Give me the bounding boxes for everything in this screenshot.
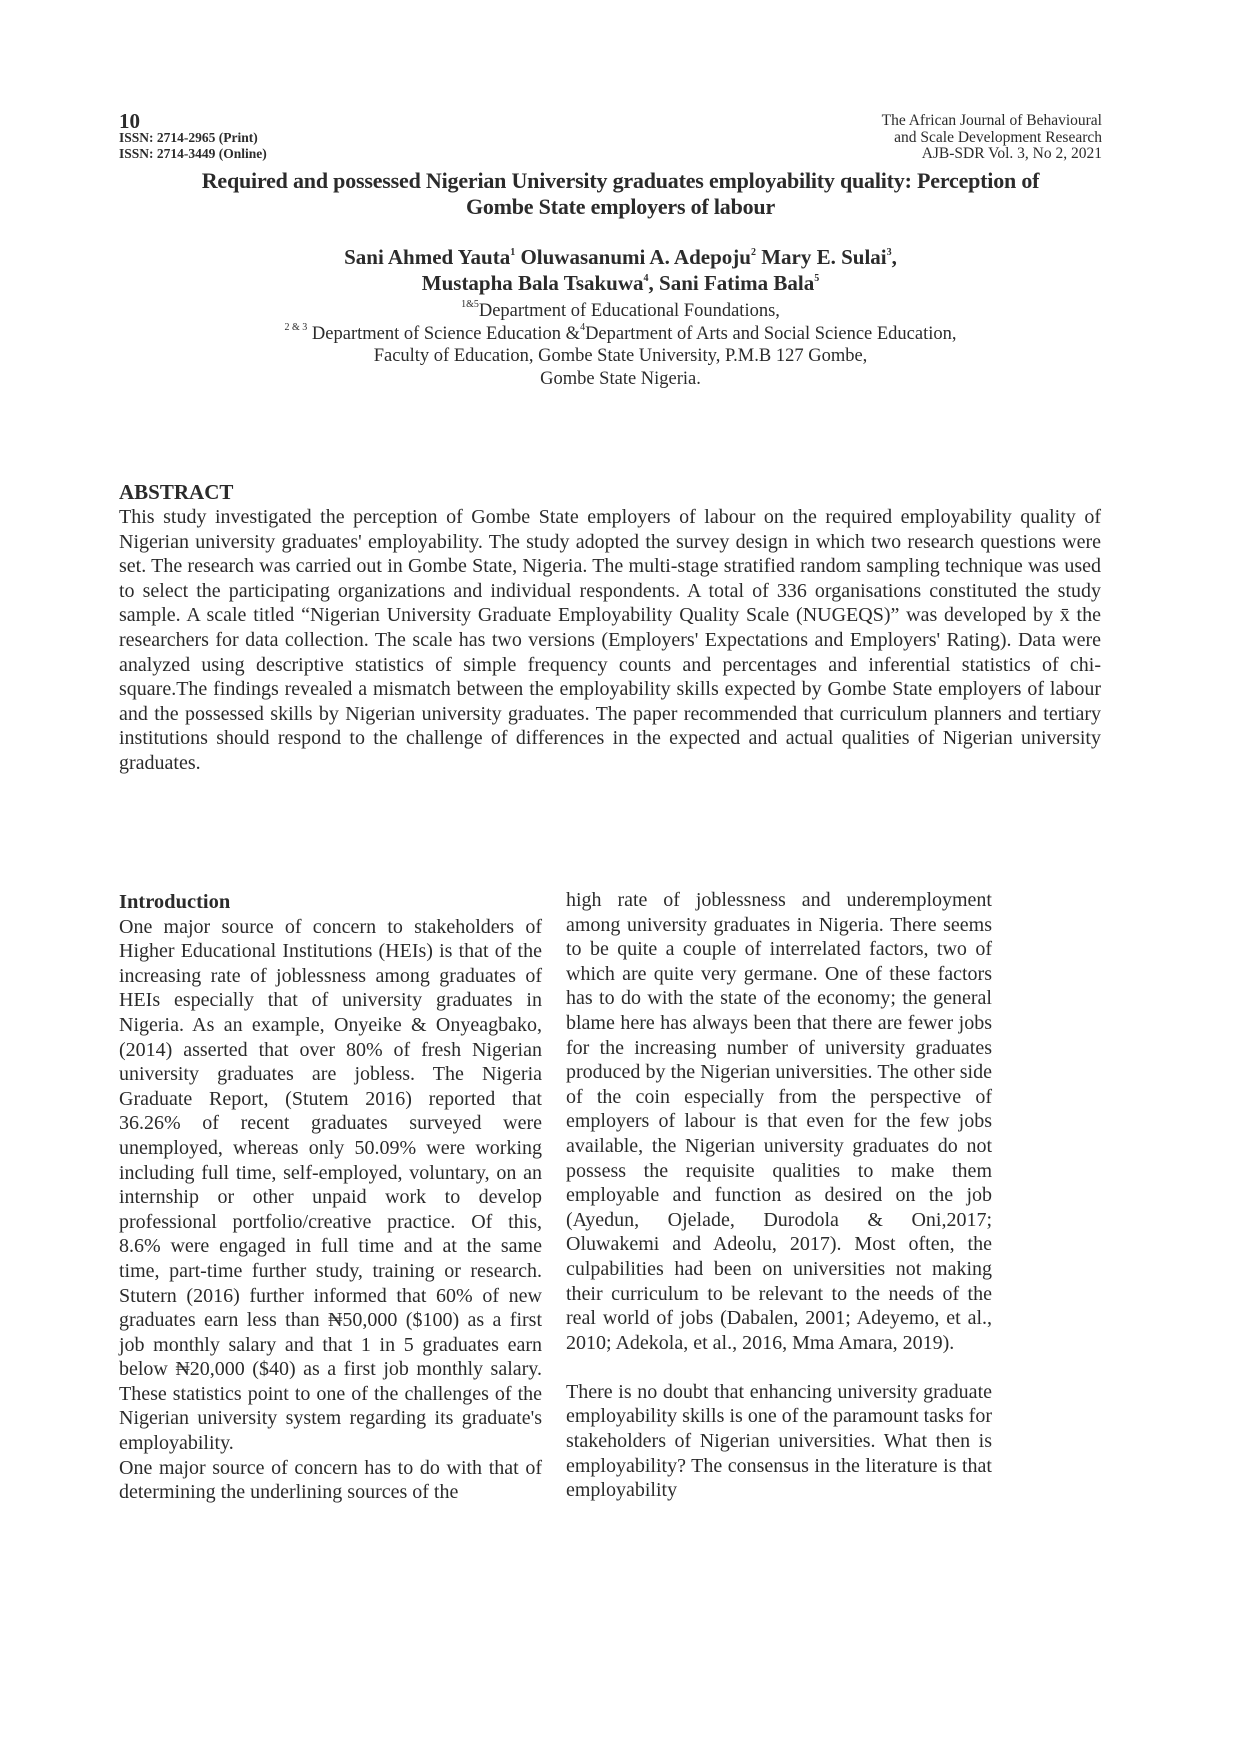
abstract-text: This study investigated the perception of Gombe State employers of labour on the required employability quality of Nigerian university graduates' employability. The study adopted the survey design in which two research questions were set. The research was carried out in Gombe State, Nigeria. The multi-stage stratified random sampling technique was used to select the participating organizations and individual respondents. A total of 336 organisations constituted the study sample. A scale titled “Nigerian University Graduate Employability Quality Scale (NUGEQS)” was developed by x̄ the researchers for data collection. The scale has two versions (Employers' Expectations and Employers' Rating). Data were analyzed using descriptive statistics of simple frequency counts and percentages and inferential statistics of chi-square.The findings revealed a mismatch between the employability skills expected by Gombe State employers of labour and the possessed skills by Nigerian university graduates. The paper recommended that curriculum planners and tertiary institutions should respond to the challenge of differences in the expected and actual qualities of Nigerian university graduates. bbox=[119, 506, 1101, 774]
author-affiliation-mark: 3 bbox=[886, 247, 892, 258]
body-paragraph: There is no doubt that enhancing university graduate employability skills is one of the paramount tasks for stakeholders of Nigerian universities. What then is employability? The consensus in the literature is that employability bbox=[566, 1380, 992, 1502]
affiliation-line-3: Faculty of Education, Gombe State University, P.M.B 127 Gombe, bbox=[373, 346, 868, 366]
author-line-1 bbox=[119, 244, 1122, 270]
author-name: Sani Ahmed Yauta bbox=[344, 245, 511, 269]
affiliation-mark: 2 & 3 bbox=[284, 321, 308, 333]
body-paragraph: One major source of concern has to do with that of determining the underlining sources of the bbox=[119, 1456, 542, 1504]
affiliation-text: Department of Science Education & bbox=[311, 323, 581, 344]
author-list bbox=[119, 244, 1122, 296]
journal-volume: AJB-SDR Vol. 3, No 2, 2021 bbox=[921, 145, 1102, 162]
body-column-left bbox=[119, 890, 542, 1505]
issn-online: ISSN: 2714-3449 (Online) bbox=[119, 146, 267, 161]
page-number: 10 bbox=[119, 109, 140, 133]
separator: , bbox=[648, 271, 660, 295]
journal-name-line-2: and Scale Development Research bbox=[894, 128, 1102, 146]
author-affiliation-mark: 1 bbox=[510, 247, 516, 258]
affiliation-line-2 bbox=[119, 323, 1122, 346]
issn-print: ISSN: 2714-2965 (Print) bbox=[119, 130, 258, 145]
introduction-heading: Introduction bbox=[119, 891, 231, 913]
affiliation-text: Department of Educational Foundations, bbox=[478, 301, 780, 321]
body-column-right bbox=[566, 888, 992, 1503]
author-name: Sani Fatima Bala bbox=[659, 271, 815, 295]
paragraph-spacer bbox=[566, 1355, 992, 1380]
author-name: Mustapha Bala Tsakuwa bbox=[421, 271, 644, 295]
article-title bbox=[119, 168, 1122, 220]
separator: , bbox=[891, 245, 897, 269]
affiliation-mark: 4 bbox=[580, 321, 586, 333]
body-paragraph: high rate of joblessness and underemployment among university graduates in Nigeria. There seems to be quite a couple of interrelated factors, two of which are quite very germane. One of these factors has to do with the state of the economy; the general blame here has always been that there are fewer jobs for the increasing number of university graduates produced by the Nigerian universities. The other side of the coin especially from the perspective of employers of labour is that even for the few jobs available, the Nigerian university graduates do not possess the requisite qualities to make them employable and function as desired on the job (Ayedun, Ojelade, Durodola & Oni,2017; Oluwakemi and Adeolu, 2017). Most often, the culpabilities had been on universities not making their curriculum to be relevant to the needs of the real world of jobs (Dabalen, 2001; Adeyemo, et al., 2010; Adekola, et al., 2016, Mma Amara, 2019). bbox=[566, 889, 992, 1354]
author-affiliation-mark: 4 bbox=[643, 273, 649, 284]
title-line-1: Required and possessed Nigerian University graduates employability quality: Perception of bbox=[201, 168, 1040, 193]
abstract-heading: ABSTRACT bbox=[119, 480, 234, 504]
affiliation-text: Department of Arts and Social Science Education, bbox=[585, 323, 957, 344]
author-affiliation-mark: 5 bbox=[814, 273, 820, 284]
affiliation-line-1 bbox=[119, 300, 1122, 323]
affiliation-line-4: Gombe State Nigeria. bbox=[540, 368, 701, 389]
title-line-2: Gombe State employers of labour bbox=[465, 194, 776, 219]
body-paragraph: One major source of concern to stakeholders of Higher Educational Institutions (HEIs) is that of the increasing rate of joblessness among graduates of HEIs especially that of university graduates in Nigeria. As an example, Onyeike & Onyeagbako, (2014) asserted that over 80% of fresh Nigerian university graduates are jobless. The Nigeria Graduate Report, (Stutem 2016) reported that 36.26% of recent graduates surveyed were unemployed, whereas only 50.09% were working including full time, self-employed, voluntary, on an internship or other unpaid work to develop professional portfolio/creative practice. Of this, 8.6% were engaged in full time and at the same time, part-time further study, training or research. Stutern (2016) further informed that 60% of new graduates earn less than ₦50,000 ($100) as a first job monthly salary and that 1 in 5 graduates earn below ₦20,000 ($40) as a first job monthly salary. These statistics point to one of the challenges of the Nigerian university system regarding its graduate's employability. bbox=[119, 915, 542, 1455]
affiliations bbox=[119, 300, 1122, 390]
author-name: Mary E. Sulai bbox=[761, 245, 887, 269]
affiliation-mark: 1&5 bbox=[461, 299, 479, 310]
journal-name-line-1: The African Journal of Behavioural bbox=[881, 112, 1102, 129]
author-affiliation-mark: 2 bbox=[750, 247, 756, 258]
author-name: Oluwasanumi A. Adepoju bbox=[520, 245, 751, 269]
journal-info bbox=[882, 113, 1102, 163]
author-line-2 bbox=[119, 270, 1122, 296]
